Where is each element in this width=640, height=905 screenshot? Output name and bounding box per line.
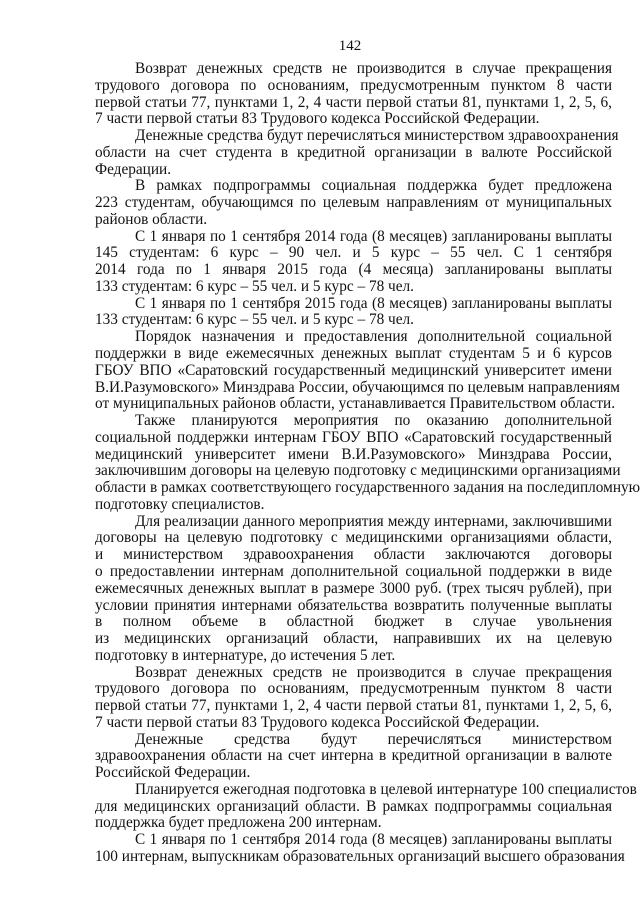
paragraph [95, 780, 637, 832]
text-line: заключившим договоры на целевую подготовку с медицинскими организациями [95, 462, 621, 480]
text-line: В рамках подпрограммы социальная поддержка будет предложена [135, 177, 612, 195]
paragraph [95, 831, 625, 866]
text-line: В.И.Разумовского» Минздрава России, обучающимся по целевым направлениям [95, 378, 620, 396]
text-line: 7 части первой статьи 83 Трудового кодекса Российской Федерации. [95, 713, 540, 731]
text-line: для медицинских организаций области. В рамках подпрограммы социальная [95, 797, 612, 815]
text-line: первой статьи 77, пунктами 1, 2, 4 части первой статьи 81, пунктами 1, 2, 5, 6, [95, 697, 612, 715]
text-line: 2014 года по 1 января 2015 года (4 месяца) запланированы выплаты [95, 261, 612, 279]
document-body [95, 60, 640, 866]
paragraph [95, 127, 619, 178]
text-line: С 1 января по 1 сентября 2014 года (8 месяцев) запланированы выплаты [135, 831, 612, 849]
paragraph [95, 61, 612, 128]
text-line: ежемесячных денежных выплат в размере 3000 руб. (трех тысяч рублей), при [95, 579, 612, 597]
text-line: С 1 января по 1 сентября 2015 года (8 месяцев) запланированы выплаты [135, 294, 612, 312]
text-line: 100 интернам, выпускникам образовательных организаций высшего образования [95, 847, 625, 865]
paragraph [95, 178, 612, 228]
text-line: от муниципальных районов области, устанавливается Правительством области. [95, 395, 616, 413]
text-line: подготовку специалистов. [95, 495, 265, 513]
text-line: области в рамках соответствующего государственного задания на последипломную [95, 479, 640, 497]
paragraph [95, 412, 640, 514]
text-line: Порядок назначения и предоставления дополнительной социальной [135, 328, 612, 346]
text-line: поддержка будет предложена 200 интернам. [95, 814, 382, 832]
text-line: Для реализации данного мероприятия между интернами, заключившими [135, 512, 612, 530]
text-line: 223 студентам, обучающимся по целевым направлениям от муниципальных [95, 194, 612, 212]
text-line: здравоохранения области на счет интерна в кредитной организации в валюте [95, 747, 612, 765]
text-line: Возврат денежных средств не производится в случае прекращения [135, 663, 612, 681]
paragraph [95, 229, 612, 296]
text-line: ГБОУ ВПО «Саратовский государственный медицинский университет имени [95, 361, 612, 379]
text-line: районов области. [95, 210, 208, 228]
text-line: трудового договора по основаниям, предусмотренным пунктом 8 части [95, 76, 612, 94]
text-line: из медицинских организаций области, направивших их на целевую [95, 630, 612, 648]
text-line: Российской Федерации. [95, 764, 251, 782]
paragraph [95, 296, 612, 330]
text-line: Денежные средства будут перечисляться министерством здравоохранения [135, 127, 619, 145]
text-line: условии принятия интернами обязательства возвратить полученные выплаты [95, 596, 612, 614]
text-line: Денежные средства будут перечисляться министерством [135, 730, 612, 748]
text-line: 145 студентам: 6 курс – 90 чел. и 5 курс – 55 чел. С 1 сентября [95, 244, 612, 262]
text-line: социальной поддержки интернам ГБОУ ВПО «Саратовский государственный [95, 428, 612, 446]
text-line: медицинский университет имени В.И.Разумовского» Минздрава России, [95, 445, 612, 463]
paragraph [95, 514, 612, 665]
text-line: Возврат денежных средств не производится в случае прекращения [135, 60, 612, 77]
paragraph [95, 328, 620, 413]
text-line: 133 студентам: 6 курс – 55 чел. и 5 курс – 78 чел. [95, 277, 415, 295]
text-line: трудового договора по основаниям, предусмотренным пунктом 8 части [95, 680, 612, 698]
paragraph [95, 665, 612, 732]
text-line: и министерством здравоохранения области заключаются договоры [95, 546, 612, 564]
text-line: Также планируются мероприятия по оказанию дополнительной [135, 412, 612, 430]
page-number: 142 [338, 38, 362, 54]
text-line: подготовку в интернатуре, до истечения 5 лет. [95, 646, 396, 664]
text-line: в полном объеме в областной бюджет в случае увольнения [95, 613, 612, 631]
paragraph [95, 732, 612, 782]
text-line: 7 части первой статьи 83 Трудового кодекса Российской Федерации. [95, 110, 540, 128]
text-line: договоры на целевую подготовку с медицинскими организациями области, [95, 529, 612, 547]
text-line: Планируется ежегодная подготовка в целевой интернатуре 100 специалистов [135, 780, 637, 798]
text-line: поддержки в виде ежемесячных денежных выплат студентам 5 и 6 курсов [95, 345, 612, 363]
text-line: области на счет студента в кредитной организации в валюте Российской [95, 143, 612, 161]
text-line: 133 студентам: 6 курс – 55 чел. и 5 курс – 78 чел. [95, 311, 415, 329]
text-line: Федерации. [95, 160, 172, 178]
text-line: первой статьи 77, пунктами 1, 2, 4 части первой статьи 81, пунктами 1, 2, 5, 6, [95, 93, 612, 111]
text-line: С 1 января по 1 сентября 2014 года (8 месяцев) запланированы выплаты [135, 227, 612, 245]
text-line: о предоставлении интернам дополнительной социальной поддержки в виде [95, 562, 612, 580]
